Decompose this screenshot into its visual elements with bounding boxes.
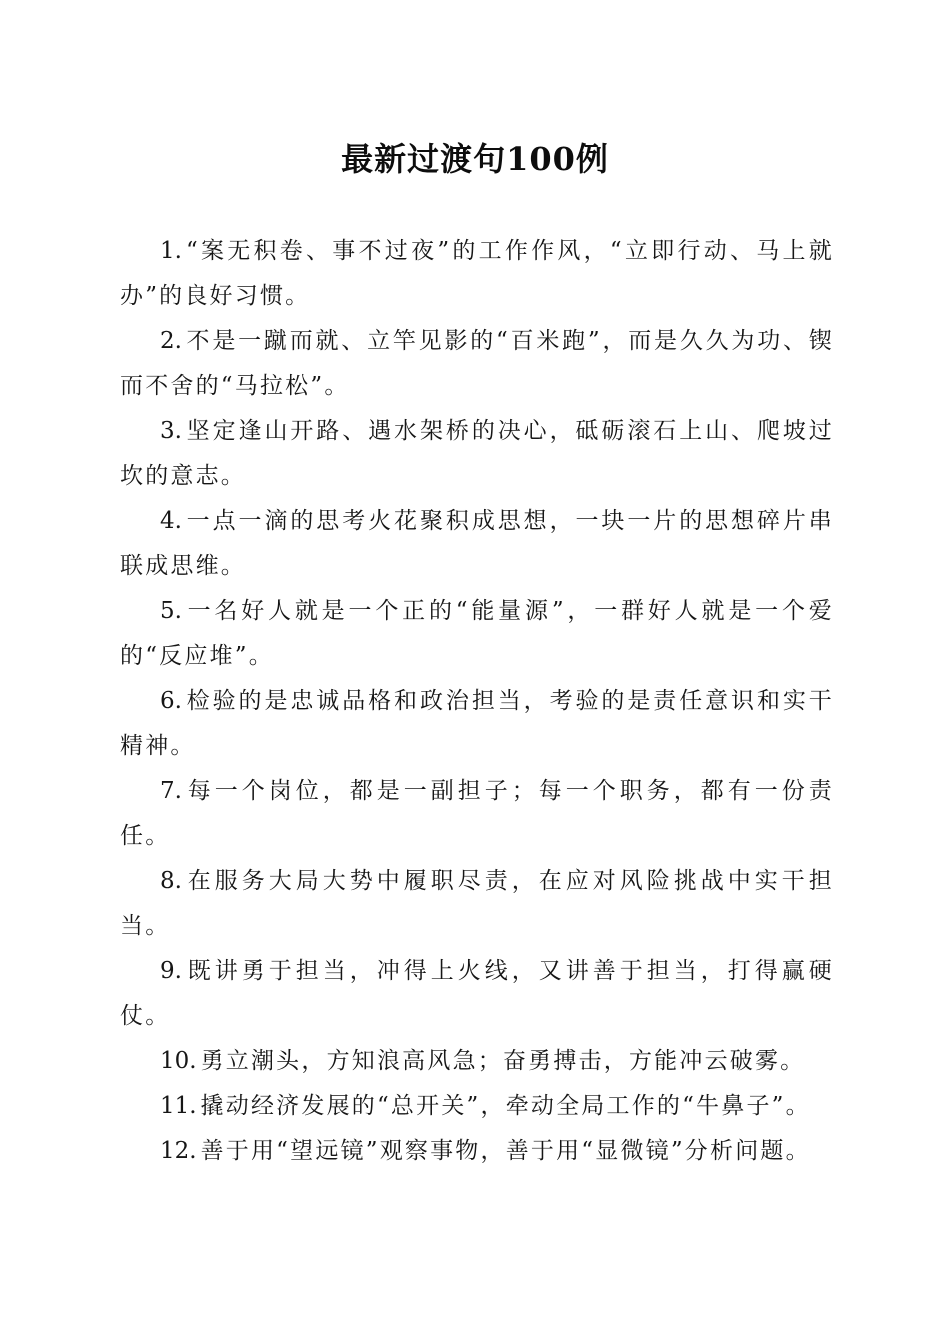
list-item: [120, 1039, 834, 1084]
item-text: 一点一滴的思考火花聚积成思想，一块一片的思想碎片串联成思维。: [120, 508, 834, 579]
item-number: 3.: [160, 418, 182, 444]
document-title: 最新过渡句100例: [341, 140, 609, 178]
item-number: 11.: [160, 1093, 197, 1119]
list-item: [120, 319, 834, 409]
document-body: [120, 229, 834, 1174]
list-item: [120, 499, 834, 589]
item-number: 8.: [160, 868, 182, 894]
item-text: 善于用“望远镜”观察事物，善于用“显微镜”分析问题。: [200, 1138, 811, 1164]
item-number: 4.: [160, 508, 182, 534]
item-number: 12.: [160, 1138, 197, 1164]
item-text: 勇立潮头，方知浪高风急；奋勇搏击，方能冲云破雾。: [200, 1048, 806, 1074]
list-item: [120, 229, 834, 319]
item-number: 9.: [160, 958, 182, 984]
list-item: [120, 679, 834, 769]
item-text: 一名好人就是一个正的“能量源”，一群好人就是一个爱的“反应堆”。: [120, 598, 834, 669]
list-item: [120, 409, 834, 499]
list-item: [120, 589, 834, 679]
list-item: [120, 859, 834, 949]
list-item: [120, 1084, 834, 1129]
item-text: 既讲勇于担当，冲得上火线，又讲善于担当，打得赢硬仗。: [120, 958, 834, 1029]
item-text: 不是一蹴而就、立竿见影的“百米跑”，而是久久为功、锲而不舍的“马拉松”。: [120, 328, 834, 399]
item-number: 6.: [160, 688, 182, 714]
list-item: [120, 1129, 834, 1174]
item-number: 7.: [160, 778, 182, 804]
item-number: 5.: [160, 598, 182, 624]
item-text: 撬动经济发展的“总开关”，牵动全局工作的“牛鼻子”。: [200, 1093, 811, 1119]
item-number: 2.: [160, 328, 182, 354]
item-text: 在服务大局大势中履职尽责，在应对风险挑战中实干担当。: [120, 868, 834, 939]
list-item: [120, 769, 834, 859]
item-text: 坚定逢山开路、遇水架桥的决心，砥砺滚石上山、爬坡过坎的意志。: [120, 418, 834, 489]
item-number: 1.: [160, 238, 182, 264]
item-text: 每一个岗位，都是一副担子；每一个职务，都有一份责任。: [120, 778, 834, 849]
list-item: [120, 949, 834, 1039]
item-text: “案无积卷、事不过夜”的工作作风，“立即行动、马上就办”的良好习惯。: [120, 238, 834, 309]
item-number: 10.: [160, 1048, 197, 1074]
item-text: 检验的是忠诚品格和政治担当，考验的是责任意识和实干精神。: [120, 688, 834, 759]
